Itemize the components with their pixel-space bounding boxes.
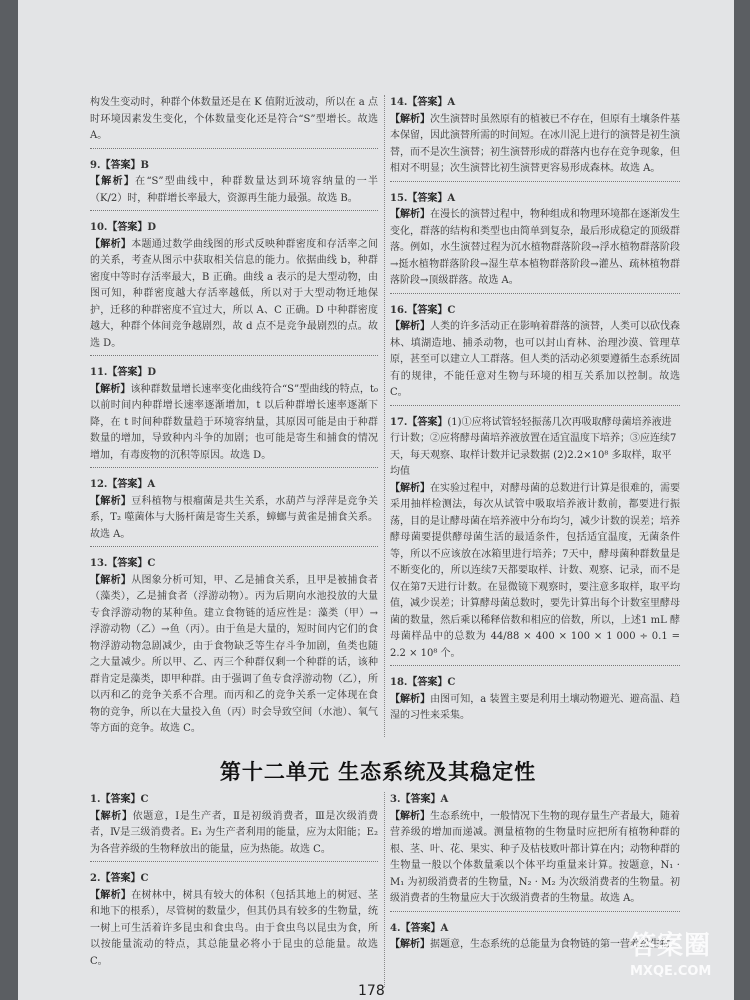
answer-item: 13.【答案】C 【解析】从图象分析可知，甲、乙是捕食关系，且甲是被捕食者（藻类），乙是捕食者（浮游动物）。丙为后期向水池投放的大量专食浮游动物的某种鱼。建立食物链的适应性是：藻类（甲）→浮游动物（乙）→鱼（丙）。由于鱼是大量的，短时间内它们的食物浮游动物急剧减少，由于食物缺乏等生存斗争加剧，鱼类也随之大量减少。所以甲、乙、丙三个种群仅剩一个种群的话，该种群肯定是藻类，即甲种群。由于强调了鱼专食浮游动物（乙），所以丙和乙的竞争关系不合理。而丙和乙的竞争关系一定体现在食物的竞争，所以在大量投入鱼（丙）时会导致空间（水池）、氧气等方面的竞争。故选 C。 [90,558,379,734]
analysis-label: 【解析】 [390,113,430,125]
answer-value: (1)①应将试管轻轻振荡几次再吸取酵母菌培养液进行计数；②应将酵母菌培养液放置在适宜温度下培养；③应连续7天，每天观察、取样计数并记录数据 (2)2.2×10⁸ 多取样，取平均值 [390,416,677,477]
analysis-text: 在实验过程中，对酵母菌的总数进行计算是很难的，需要采用抽样检测法，每次从试管中吸取培养液计数前，都要进行振荡，目的是让酵母菌在培养液中分布均匀，减少计数的误差；培养酵母菌要提供酵母菌生活的最适条件，包括适宜温度，无菌条件等，所以不应该放在冰箱里进行培养；7天中，酵母菌种群数量是不断变化的，所以连续7天都要取样、计数、观察、记录，而不是仅在第7天进行计数。在显微镜下观察时，要注意多取样，取平均值，减少误差；计算酵母菌总数时，要先计算出每个计数室里酵母菌的数量，然后乘以稀释倍数和相应的倍数，所以，上述1 mL 酵母菌样品中的总数为 44/88 × 400 × 100 × 1 000 ÷ 0.1 = 2.2 × 10⁸ 个。 [390,482,680,659]
analysis-text: 次生演替时虽然原有的植被已不存在，但原有土壤条件基本保留，因此演替所需的时间短。在冰川泥上进行的演替是初生演替，而不是次生演替；初生演替形成的群落内也存在竞争现象，但相对不明显；次生演替比初生演替更容易形成森林。故选 A。 [390,113,680,174]
question-number: 15 [390,192,404,204]
analysis-text: 依题意，Ⅰ是生产者，Ⅱ是初级消费者，Ⅲ是次级消费者，Ⅳ是三级消费者。E₁ 为生产者利用的能量，应为太阳能；E₂ 为各营养级的生物释放出的能量，应为热能。故选 C。 [90,810,379,855]
answer-value: C [447,677,456,688]
analysis-text: 据题意，生态系统的总能量为食物链的第一营养级生物 [430,939,670,950]
answer-item: 1.【答案】C 【解析】依题意，Ⅰ是生产者，Ⅱ是初级消费者，Ⅲ是次级消费者，Ⅳ是三级消费者。E₁ 为生产者利用的能量，应为太阳能；E₂ 为各营养级的生物释放出的能量，应为热能。故选 C。 [90,792,378,862]
answer-label: 【答案】 [107,367,148,378]
answer-value: A [440,922,449,934]
answer-item [90,95,378,149]
question-number: 1 [90,794,97,805]
analysis-label: 【解析】 [90,176,136,187]
answer-item: 12.【答案】A 【解析】豆科植物与根瘤菌是共生关系，水葫芦与浮萍是竞争关系，T₂ 噬菌体与大肠杆菌是寄生关系，蟑螂与黄雀是捕食关系。故选 A。 [90,477,378,547]
question-number: 10 [90,222,104,233]
analysis-text: 该种群数量增长速率变化曲线符合“S”型曲线的特点，t₀ 以前时间内种群增长速率逐渐增加，t 以后种群增长速率逐渐下降，在 t 时间种群数量趋于环境容纳量，其原因可能是由于种群数量的增加，导致种内斗争的加剧；也可能是寄生和捕食的情况增加，有毒废物的沉积等原因。故选 D。 [90,383,379,461]
answer-item: 4.【答案】A 【解析】据题意，生态系统的总能量为食物链的第一营养级生物 [390,922,670,950]
analysis-label: 【解析】 [390,321,430,332]
unit-title: 第十二单元 生态系统及其稳定性 [219,759,537,784]
analysis-label: 【解析】 [390,693,431,705]
question-number: 4 [390,922,397,934]
analysis-label: 【解析】 [90,889,132,901]
answer-value: C [140,873,149,884]
right-column [390,95,680,734]
watermark-url: MXQE.COM [630,964,712,979]
question-number: 11 [90,367,104,378]
analysis-label: 【解析】 [390,209,430,220]
question-number: 16 [390,304,404,316]
answer-label: 【答案】 [400,794,441,805]
analysis-label: 【解析】 [90,495,132,507]
question-number: 3 [390,794,397,805]
answer-label: 【答案】 [107,558,148,569]
answer-value: C [140,794,149,805]
analysis-label: 【解析】 [390,810,430,822]
answer-value: A [440,794,449,805]
answer-value: A [147,479,156,490]
analysis-label: 【解析】 [90,238,132,250]
answer-label: 【答案】 [107,479,148,490]
answer-item: 2.【答案】C 【解析】在树林中，树具有较大的体积（包括其地上的树冠、茎和地下的根系），尽管树的数量少，但其仍具有较多的生物量，统一树上可生活着许多昆虫和食虫鸟。由于食虫鸟以昆虫为食，所以按能量流动的特点，其总能量必将小于昆虫的总能量。故选 C。 [90,873,379,967]
question-number: 14 [390,97,404,108]
answer-value: C [447,304,456,316]
analysis-text: 豆科植物与根瘤菌是共生关系，水葫芦与浮萍是竞争关系，T₂ 噬菌体与大肠杆菌是寄生关系，蟑螂与黄雀是捕食关系。故选 A。 [90,495,379,540]
answer-value: A [447,192,456,204]
answer-item: 18.【答案】C 【解析】由图可知，a 装置主要是利用土壤动物避光、避高温、趋湿的习性来采集。 [390,677,681,721]
page-number: 178 [358,983,385,999]
answer-item: 17.【答案】(1)①应将试管轻轻振荡几次再吸取酵母菌培养液进行计数；②应将酵母菌培养液放置在适宜温度下培养；③应连续7天，每天观察、取样计数并记录数据 (2)2.2×10⁸ 多取样，取平均值 【解析】在实验过程中，对酵母菌的总数进行计算是很难的，需要采用抽样检测法，每次从试管中吸取培养液计数前，都要进行振荡，目的是让酵母菌在培养液中分布均匀，减少计数的误差；培养酵母菌要提供酵母菌生活的最适条件，包括适宜温度，无菌条件等，所以不应该放在冰箱里进行培养；7天中，酵母菌种群数量是不断变化的，所以连续7天都要取样、计数、观察、记录，而不是仅在第7天进行计数。在显微镜下观察时，要注意多取样，取平均值，减少误差；计算酵母菌总数时，要先计算出每个计数室里酵母菌的数量，然后乘以稀释倍数和相应的倍数，所以，上述1 mL 酵母菌样品中的总数为 44/88 × 400 × 100 × 1 000 ÷ 0.1 = 2.2 × 10⁸ 个。 [390,415,680,667]
analysis-label: 【解析】 [390,482,430,494]
question-number: 2 [90,873,97,884]
answer-label: 【答案】 [407,416,448,428]
answer-label: 【答案】 [407,97,448,108]
answer-label: 【答案】 [100,159,141,171]
answer-label: 【答案】 [107,222,148,233]
analysis-text: 生态系统中，一般情况下生物的现存量生产者最大，随着营养级的增加而递减。测量植物的生物量时应把所有植物种群的根、茎、叶、花、果实、种子及枯枝败叶都计算在内；动物种群的生物量一般以个体数量乘以个体平均重量来计算。按题意，N₁ · M₁ 为初级消费者的生物量，N₂ · M₂ 为次级消费者的生物量。初级消费者的生物量应大于次级消费者的生物量。故选 A。 [390,810,680,904]
question-number: 12 [90,479,104,490]
answer-item: 15.【答案】A 【解析】在漫长的演替过程中，物种组成和物理环境都在逐渐发生变化，群落的结构和类型也由简单到复杂，最后形成稳定的顶级群落。例如，水生演替过程为沉水植物群落阶段→浮水植物群落阶段→挺水植物群落阶段→湿生草本植物群落阶段→灌丛、疏林植物群落阶段→顶级群落。故选 A。 [390,191,680,294]
answer-value: C [147,558,156,569]
answer-item: 11.【答案】D 【解析】该种群数量增长速率变化曲线符合“S”型曲线的特点，t₀ 以前时间内种群增长速率逐渐增加，t 以后种群增长速率逐渐下降，在 t 时间种群数量趋于环境容纳量，其原因可能是由于种群数量的增加，导致种内斗争的加剧；也可能是寄生和捕食的情况增加，有毒废物的沉积等原因。故选 D。 [90,365,378,468]
answer-value: B [140,159,149,171]
answer-label: 【答案】 [400,922,441,934]
column-divider [384,95,385,737]
watermark-logo-text: 答案圈 [630,931,712,961]
book-page [18,0,734,1000]
analysis-label: 【解析】 [390,939,430,950]
answer-value: D [147,367,157,378]
analysis-text: 在漫长的演替过程中，物种组成和物理环境都在逐渐发生变化，群落的结构和类型也由简单到复杂，最后形成稳定的顶级群落。例如，水生演替过程为沉水植物群落阶段→浮水植物群落阶段→挺水植物群落阶段→湿生草本植物群落阶段→灌丛、疏林植物群落阶段→顶级群落。故选 A。 [390,209,680,286]
analysis-text: 从图象分析可知，甲、乙是捕食关系，且甲是被捕食者（藻类），乙是捕食者（浮游动物）。丙为后期向水池投放的大量专食浮游动物的某种鱼。建立食物链的适应性是：藻类（甲）→浮游动物（乙）→鱼（丙）。由于鱼是大量的，短时间内它们的食物浮游动物急剧减少，由于食物缺乏等生存斗争加剧，鱼类也随之大量减少。所以甲、乙、丙三个种群仅剩一个种群的话，该种群肯定是藻类，即甲种群。由于强调了鱼专食浮游动物（乙），所以丙和乙的竞争关系不合理。而丙和乙的竞争关系一定体现在食物的竞争，所以在大量投入鱼（丙）时会导致空间（水池）、氧气等方面的竞争。故选 C。 [90,574,379,734]
answer-value: A [447,97,456,108]
analysis-text: 在“S”型曲线中，种群数量达到环境容纳量的一半（K/2）时，种群增长率最大，资源再生能力最强。故选 B。 [90,176,378,204]
analysis-label: 【解析】 [90,383,131,395]
analysis-label: 【解析】 [90,574,132,586]
answer-item: 10.【答案】D 【解析】本题通过数学曲线图的形式反映种群密度和存活率之间的关系，考查从图示中获取相关信息的能力。依据曲线 b，种群密度中等时存活率最大，B 正确。曲线 a 表示的是大型动物，由图可知，种群密度越大存活率越低，所以对于大型动物迁地保护，迁移的种群密度不宜过大，所以 A、C 正确。D 中种群密度越大，种群个体间竞争越剧烈，故 d 点不是竞争最剧烈的点。故选 D。 [90,220,378,356]
question-number: 17 [390,416,404,428]
answer-item: 9.【答案】B 【解析】在“S”型曲线中，种群数量达到环境容纳量的一半（K/2）时，种群增长率最大，资源再生能力最强。故选 B。 [90,158,378,212]
analysis-label: 【解析】 [90,810,133,822]
site-watermark [630,925,750,995]
answer-item: 16.【答案】C 【解析】人类的许多活动正在影响着群落的演替，人类可以砍伐森林、填湖造地、捕杀动物，也可以封山育林、治理沙漠、管理草原，甚至可以建立人工群落。但人类的活动必须要遵循生态系统固有的规律，不能任意对生物与环境的相互关系加以控制。故选 C。 [390,303,680,406]
answer-label: 【答案】 [407,677,448,688]
analysis-text: 在树林中，树具有较大的体积（包括其地上的树冠、茎和地下的根系），尽管树的数量少，但其仍具有较多的生物量，统一树上可生活着许多昆虫和食虫鸟。由于食虫鸟以昆虫为食，所以按能量流动的特点，其总能量必将小于昆虫的总能量。故选 C。 [90,889,379,967]
bottom-left-column [90,792,378,979]
column-divider [384,792,385,987]
analysis-text: 本题通过数学曲线图的形式反映种群密度和存活率之间的关系，考查从图示中获取相关信息的能力。依据曲线 b，种群密度中等时存活率最大，B 正确。曲线 a 表示的是大型动物，由图可知，种群密度越大存活率越低，所以对于大型动物迁地保护，迁移的种群密度不宜过大，所以 A、C 正确。D 中种群密度越大，种群个体间竞争越剧烈，故 d 点不是竞争最剧烈的点。故选 D。 [90,238,379,349]
answer-value: D [147,222,157,233]
answer-label: 【答案】 [407,304,448,316]
question-number: 13 [90,558,104,569]
answer-label: 【答案】 [100,794,141,805]
question-number: 9 [90,159,97,171]
answer-label: 【答案】 [407,192,448,204]
analysis-text: 人类的许多活动正在影响着群落的演替，人类可以砍伐森林、填湖造地、捕杀动物，也可以封山育林、治理沙漠、管理草原，甚至可以建立人工群落。但人类的活动必须要遵循生态系统固有的规律，不能任意对生物与环境的相互关系加以控制。故选 C。 [390,321,680,398]
analysis-text: 由图可知，a 装置主要是利用土壤动物避光、避高温、趋湿的习性来采集。 [390,693,681,721]
left-column [90,95,378,747]
analysis-text: 构发生变动时，种群个体数量还是在 K 值附近波动，所以在 a 点时环境因素发生变化，个体数量变化还是符合“S”型增长。故选 A。 [90,97,378,141]
question-number: 18 [390,677,404,688]
answer-item: 3.【答案】A 【解析】生态系统中，一般情况下生物的现存量生产者最大，随着营养级的增加而递减。测量植物的生物量时应把所有植物种群的根、茎、叶、花、果实、种子及枯枝败叶都计算在内；动物种群的生物量一般以个体数量乘以个体平均重量来计算。按题意，N₁ · M₁ 为初级消费者的生物量，N₂ · M₂ 为次级消费者的生物量。初级消费者的生物量应大于次级消费者的生物量。故选 A。 [390,792,680,912]
answer-label: 【答案】 [100,873,141,884]
answer-item: 14.【答案】A 【解析】次生演替时虽然原有的植被已不存在，但原有土壤条件基本保留，因此演替所需的时间短。在冰川泥上进行的演替是初生演替，而不是次生演替；初生演替形成的群落内也存在竞争现象，但相对不明显；次生演替比初生演替更容易形成森林。故选 A。 [390,95,680,182]
